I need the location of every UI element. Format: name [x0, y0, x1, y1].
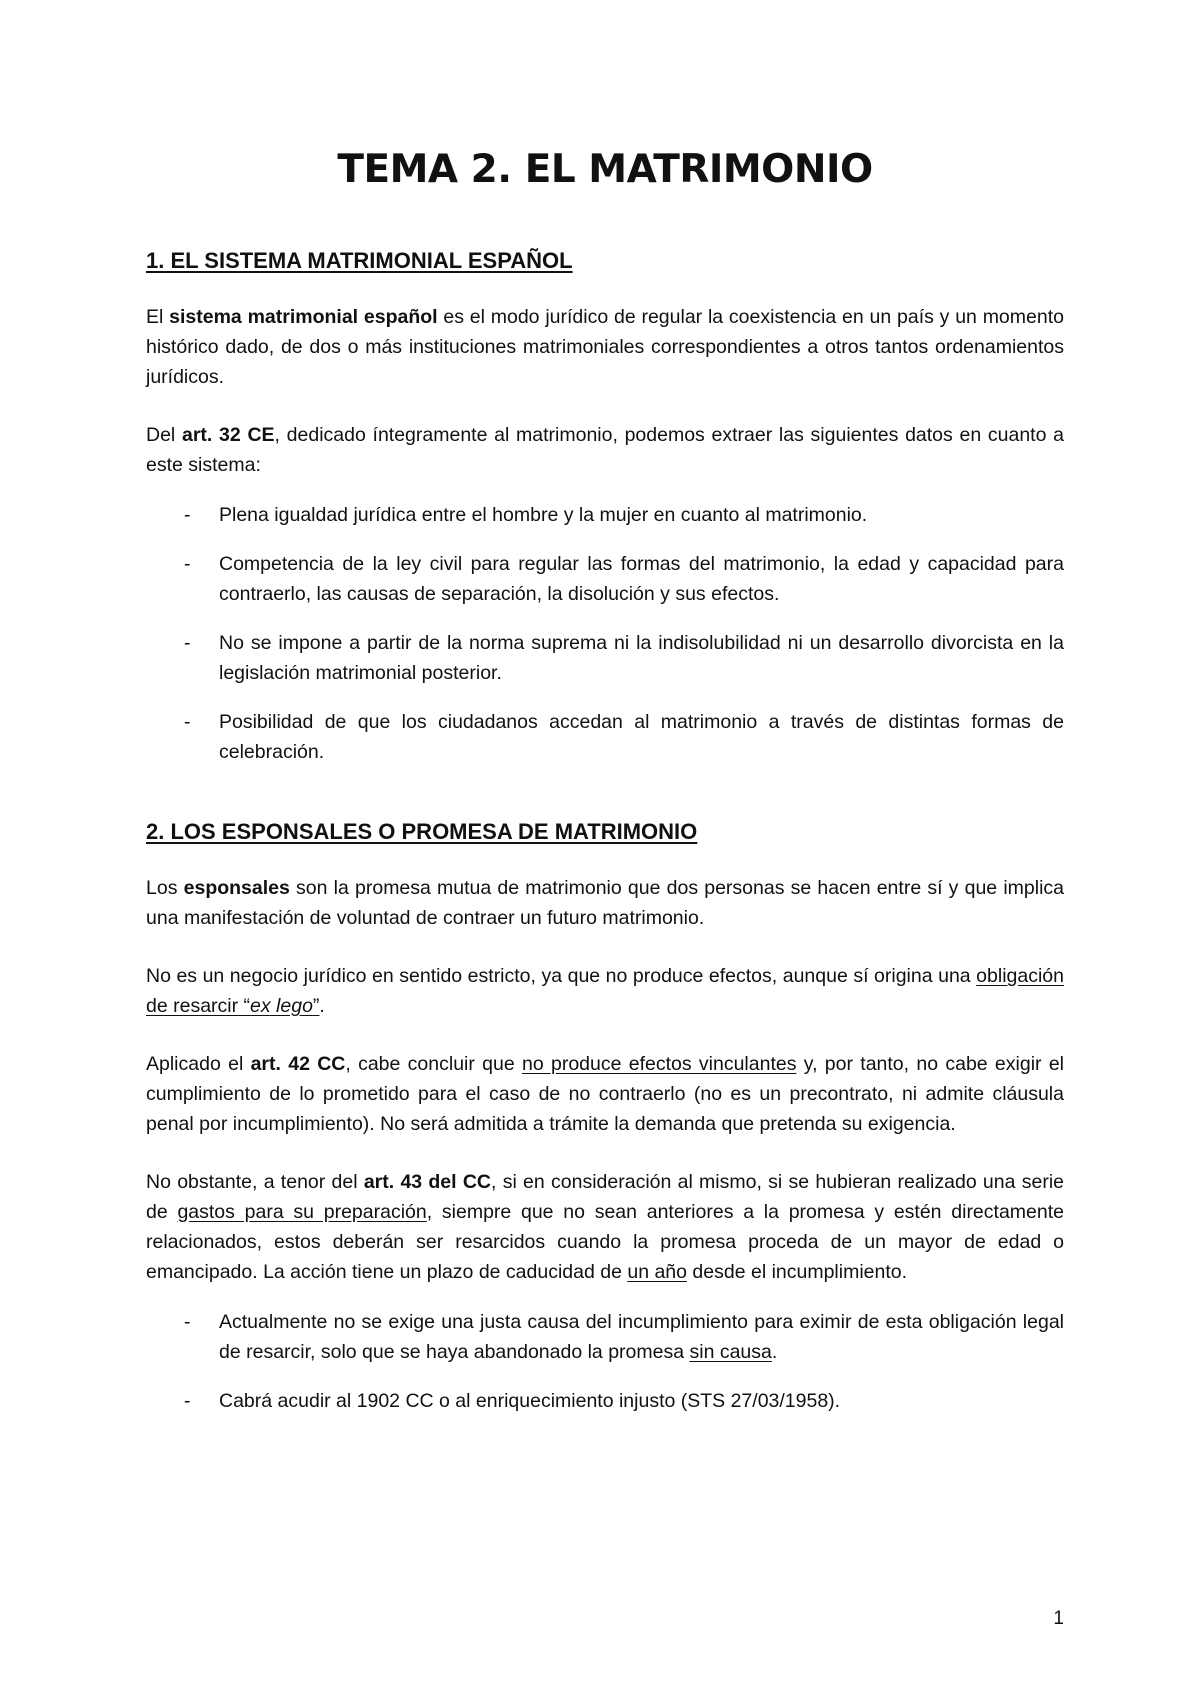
article-reference: art. 32 CE — [181, 424, 275, 446]
list-item-text: Cabrá acudir al 1902 CC o al enriquecimiento injusto (STS 27/03/1958). — [219, 1390, 841, 1412]
list-item-text: No se impone a partir de la norma suprema ni la indisolubilidad ni un desarrollo divorcista en la legislación matrimonial posterior. — [219, 632, 1064, 684]
underlined-phrase: sin causa — [689, 1341, 772, 1363]
section-1-heading: 1. EL SISTEMA MATRIMONIAL ESPAÑOL — [146, 248, 573, 273]
section-1-paragraph-1 — [146, 302, 1064, 392]
text-run: y, por tanto, no cabe exigir el cumplimiento de lo prometido para el caso de no contraerlo (no es un precontrato, ni admite cláusula penal por incumplimiento). No será admitida a trámite la demanda que pretenda su exigencia. — [146, 1053, 1064, 1135]
bullet-marker: - — [184, 632, 191, 654]
bullet-marker: - — [184, 504, 191, 526]
text-run: . — [771, 1341, 778, 1363]
underlined-phrase: no produce efectos vinculantes — [522, 1053, 797, 1075]
article-reference: art. 42 CC — [250, 1053, 346, 1075]
list-item — [146, 549, 1064, 609]
bullet-marker: - — [184, 711, 191, 733]
section-2-paragraph-3 — [146, 1049, 1064, 1139]
text-run: Aplicado el — [146, 1053, 251, 1075]
list-item — [146, 500, 1064, 530]
section-2-paragraph-1 — [146, 873, 1064, 933]
italic-term: ex lego — [250, 995, 313, 1017]
list-item-text: Competencia de la ley civil para regular las formas del matrimonio, la edad y capacidad para contraerlo, las causas de separación, la disolución y sus efectos. — [219, 553, 1064, 605]
underlined-phrase: un año — [627, 1261, 688, 1283]
bullet-marker: - — [184, 1390, 191, 1412]
text-run: obligación de resarcir “ — [146, 965, 1064, 1017]
text-run: Los — [146, 877, 184, 899]
text-run: El — [146, 306, 170, 328]
page-content — [146, 146, 1064, 1444]
list-item — [146, 1386, 1064, 1416]
section-1-bullet-list — [146, 500, 1064, 767]
section-1-paragraph-2 — [146, 420, 1064, 480]
text-run: . — [319, 995, 325, 1017]
section-2-bullet-list — [146, 1307, 1064, 1416]
page-number: 1 — [1053, 1608, 1064, 1629]
text-run: Del — [146, 424, 182, 446]
underlined-phrase: gastos para su preparación — [177, 1201, 427, 1223]
list-item-text: Actualmente no se exige una justa causa del incumplimiento para eximir de esta obligación legal de resarcir, solo que se haya abandonado la promesa — [219, 1311, 1064, 1363]
section-2-paragraph-4 — [146, 1167, 1064, 1287]
text-run: , dedicado íntegramente al matrimonio, podemos extraer las siguientes datos en cuanto a este sistema: — [146, 424, 1064, 476]
article-reference: art. 43 del CC — [363, 1171, 492, 1193]
text-run: No es un negocio jurídico en sentido estricto, ya que no produce efectos, aunque sí origina una — [146, 965, 977, 987]
text-run: ” — [312, 995, 320, 1017]
section-2-heading: 2. LOS ESPONSALES O PROMESA DE MATRIMONIO — [146, 819, 698, 844]
list-item-text: Posibilidad de que los ciudadanos accedan al matrimonio a través de distintas formas de celebración. — [219, 711, 1064, 763]
bold-term: sistema matrimonial español — [169, 306, 438, 328]
text-run: , cabe concluir que — [345, 1053, 522, 1075]
text-run: son la promesa mutua de matrimonio que dos personas se hacen entre sí y que implica una manifestación de voluntad de contraer un futuro matrimonio. — [146, 877, 1065, 929]
list-item — [146, 1307, 1064, 1367]
section-2-paragraph-2 — [146, 961, 1064, 1021]
text-run: , si en consideración al mismo, si se hubieran realizado una serie de — [146, 1171, 1065, 1223]
document-title: TEMA 2. EL MATRIMONIO — [337, 147, 873, 192]
bullet-marker: - — [184, 1311, 191, 1333]
list-item-text: Plena igualdad jurídica entre el hombre y la mujer en cuanto al matrimonio. — [219, 504, 868, 526]
bold-term: esponsales — [183, 877, 290, 899]
text-run: , siempre que no sean anteriores a la promesa y estén directamente relacionados, estos deberán ser resarcidos cuando la promesa proceda de un mayor de edad o emancipado. La acción tiene un plazo de caducidad de — [146, 1201, 1064, 1283]
list-item — [146, 707, 1064, 767]
list-item — [146, 628, 1064, 688]
bullet-marker: - — [184, 553, 191, 575]
text-run: es el modo jurídico de regular la coexistencia en un país y un momento histórico dado, de dos o más instituciones matrimoniales correspondientes a otros tantos ordenamientos jurídicos. — [146, 306, 1064, 388]
text-run: No obstante, a tenor del — [146, 1171, 364, 1193]
text-run: desde el incumplimiento. — [687, 1261, 908, 1283]
